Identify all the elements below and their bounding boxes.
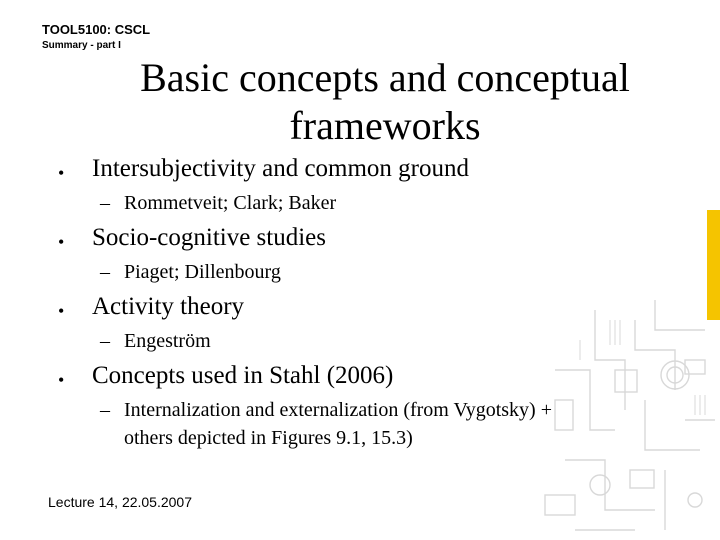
bullet-text: Intersubjectivity and common ground: [92, 155, 470, 182]
slide-title-line-1: Basic concepts and conceptual: [140, 55, 630, 100]
sub-bullet-text: Piaget; Dillenbourg: [124, 261, 281, 283]
bullet-text: Concepts used in Stahl (2006): [92, 362, 394, 389]
sub-bullet-line: Internalization and externalization (from Vygotsky) +: [124, 399, 552, 421]
slide-title: [100, 54, 670, 150]
footer-lecture-date: Lecture 14, 22.05.2007: [48, 494, 193, 510]
dash-marker: –: [100, 330, 110, 352]
sub-bullet-text: Rommetveit; Clark; Baker: [124, 192, 337, 214]
bullet-marker: •: [58, 370, 65, 390]
dash-marker: –: [100, 192, 110, 214]
sub-bullet-text: Engeström: [124, 330, 211, 352]
sub-bullet-line: others depicted in Figures 9.1, 15.3): [124, 427, 413, 449]
bullet-marker: •: [58, 232, 65, 252]
section-subtitle: Summary - part I: [42, 40, 121, 51]
bullet-marker: •: [58, 301, 65, 321]
bullet-text: Socio-cognitive studies: [92, 224, 326, 251]
slide-title-line-2: frameworks: [289, 103, 481, 148]
dash-marker: –: [100, 399, 110, 421]
course-code: TOOL5100: CSCL: [42, 22, 151, 37]
bullet-marker: •: [58, 163, 65, 183]
bullet-text: Activity theory: [92, 293, 245, 320]
circuit-decoration: [535, 300, 720, 540]
dash-marker: –: [100, 261, 110, 283]
